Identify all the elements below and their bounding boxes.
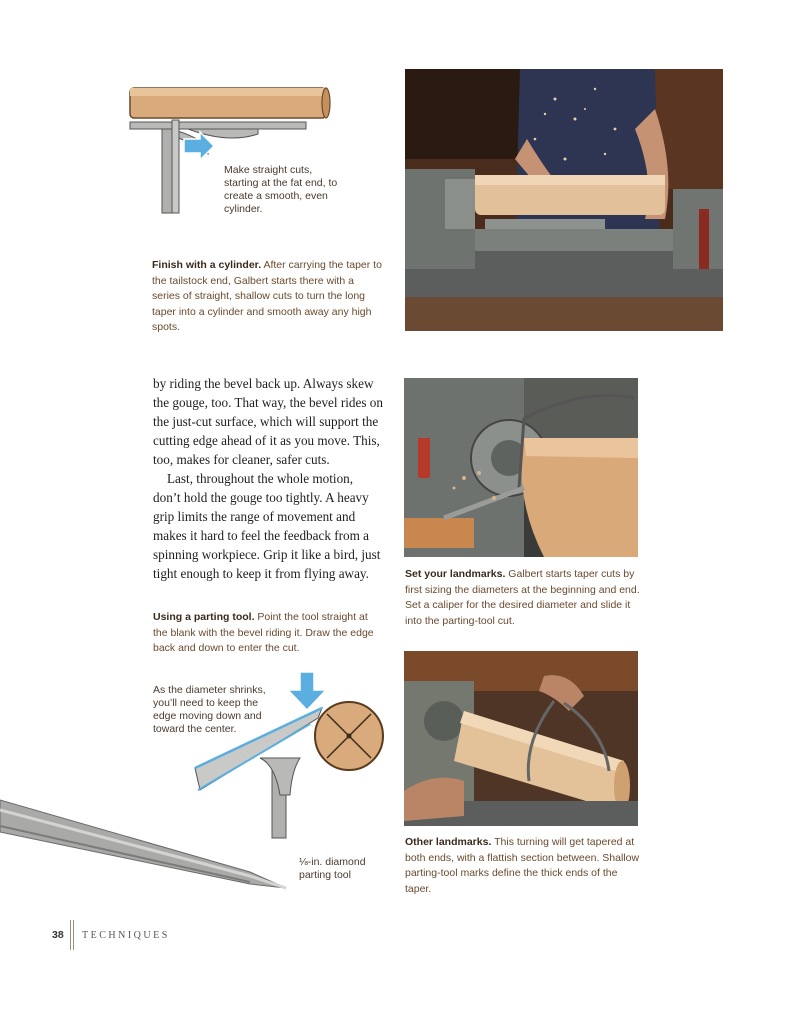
caption-landmarks-text: Galbert starts taper cuts by first sizing the diameters at the beginning and end. Set a caliper for the desired diameter and slide it into the parting-tool cut. [405,568,640,627]
caption-landmarks [405,567,640,629]
photo-set-landmarks-image [404,378,638,557]
caption-other-landmarks [405,835,640,897]
photo-set-landmarks [404,378,638,557]
page-number: 38 [52,929,64,941]
diagram-parting-tool-label: ⅛-in. diamond parting tool [299,856,366,881]
section-name: TECHNIQUES [82,930,170,941]
caption-parting-title: Using a parting tool. [153,611,255,623]
photo-lathe-turner-image [405,69,723,331]
caption-other-landmarks-title: Other landmarks. [405,836,492,848]
diagram-cylinder-label: Make straight cuts, starting at the fat end, to create a smooth, even cylinder. [224,164,338,215]
diagram-parting [0,660,390,910]
body-paragraph-2: Last, throughout the whole motion, don’t hold the gouge too tightly. A heavy grip limits the range of movement and makes it hard to feel the feedback from a spinning workpiece. Grip it like a bird, just tight enough to keep it from flying away. [153,471,381,581]
caption-parting-text: Point the tool straight at the blank with the bevel riding it. Draw the edge back and down to enter the cut. [153,611,374,654]
footer-divider [70,920,71,950]
diagram-cylinder [128,84,388,219]
diagram-parting-label: As the diameter shrinks, you’ll need to keep the edge moving down and toward the center. [153,684,266,735]
caption-other-landmarks-text: This turning will get tapered at both ends, with a flattish section between. Shallow parting-tool marks define the thick ends of the taper. [405,836,640,895]
caption-cylinder-text: After carrying the taper to the tailstock end, Galbert starts there with a series of straight, shallow cuts to turn the long taper into a cylinder and smooth away any high spots. [152,259,382,333]
footer [0,920,791,950]
photo-lathe-turner [405,69,723,331]
photo-other-landmarks-image [404,651,638,826]
caption-landmarks-title: Set your landmarks. [405,568,506,580]
footer-divider-2 [73,920,74,950]
photo-other-landmarks [404,651,638,826]
body-text [153,374,383,583]
caption-parting [153,610,383,657]
caption-cylinder [152,258,382,336]
body-paragraph-1: by riding the bevel back up. Always skew the gouge, too. That way, the bevel rides on the just-cut surface, which will support the cutting edge ahead of it as you move. This, too, makes for cleaner, safer cuts. [153,376,383,467]
caption-cylinder-title: Finish with a cylinder. [152,259,262,271]
